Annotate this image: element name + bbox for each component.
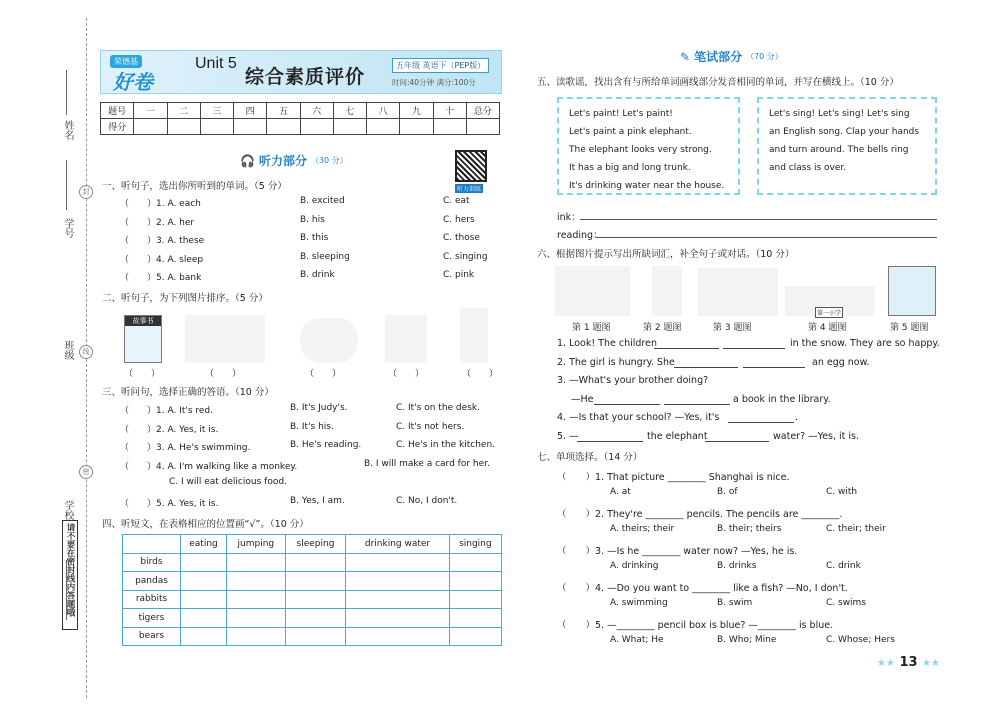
answer-cell[interactable]: [227, 609, 286, 628]
score-table: [100, 102, 500, 135]
poem-line: and turn around. The bells ring: [769, 145, 909, 155]
school-building-image: [785, 286, 875, 316]
s1-option[interactable]: B. excited: [300, 196, 345, 206]
mc-option[interactable]: C. Whose; Hers: [826, 635, 895, 645]
mc-option[interactable]: A. theirs; their: [610, 524, 675, 534]
s3-option[interactable]: C. It's on the desk.: [396, 403, 480, 413]
poem-line: The elephant looks very strong.: [569, 145, 712, 155]
answer-bracket[interactable]: （ ）: [462, 369, 499, 379]
s1-option[interactable]: C. pink: [443, 270, 475, 280]
time-info: 时间:40分钟 满分:100分: [392, 78, 476, 87]
s1-option[interactable]: B. this: [300, 233, 329, 243]
answer-blank[interactable]: [723, 348, 785, 349]
score-label: 得分: [101, 119, 134, 135]
children-walking-image: [185, 315, 265, 363]
poem-line: Let's paint! Let's paint!: [569, 109, 673, 119]
table-corner: [123, 535, 181, 554]
s1-option[interactable]: C. singing: [443, 251, 488, 262]
monkey-image: [385, 315, 427, 363]
answer-blank[interactable]: [743, 367, 805, 368]
brand-badge: 荣德基: [110, 55, 142, 68]
answer-cell[interactable]: [181, 609, 227, 628]
mc-option[interactable]: B. their; theirs: [717, 524, 782, 534]
s1-option[interactable]: B. drink: [300, 270, 335, 280]
score-head-cell: 四: [234, 103, 267, 119]
mc-question: （ ）5. —________ pencil box is blue? —________ is blue.: [557, 620, 834, 631]
table-col-header: drinking water: [346, 535, 449, 554]
s3-option[interactable]: B. He's reading.: [290, 440, 362, 450]
answer-cell[interactable]: [346, 590, 449, 609]
answer-bracket[interactable]: （ ）: [305, 369, 342, 379]
mc-question: （ ）1. That picture ________ Shanghai is nice.: [557, 472, 790, 483]
written-points: （70 分）: [746, 52, 783, 61]
star-icon: ★★: [876, 658, 895, 669]
mc-option[interactable]: A. swimming: [610, 598, 668, 608]
mc-option[interactable]: B. swim: [717, 598, 753, 608]
answer-cell[interactable]: [449, 627, 501, 646]
page-number: 13: [899, 655, 918, 670]
table-row-header: rabbits: [123, 590, 181, 609]
elephant-image: [888, 266, 936, 316]
school-label: 学校: [62, 500, 73, 520]
storybook-image: [124, 315, 162, 363]
seal-circle: 密: [79, 465, 93, 479]
score-head-cell: 二: [167, 103, 200, 119]
s1-option[interactable]: （ ）4. A. sleep: [120, 254, 204, 265]
seal-warning: 请不要在密封线内答题哦: [62, 520, 78, 630]
s1-option[interactable]: C. hers: [443, 214, 475, 225]
table-row-header: pandas: [123, 572, 181, 591]
table-col-header: eating: [181, 535, 227, 554]
page-title: 综合素质评价: [245, 66, 366, 88]
mc-option[interactable]: C. drink: [826, 561, 861, 571]
answer-cell[interactable]: [227, 572, 286, 591]
answer-cell[interactable]: [449, 590, 501, 609]
s3-option[interactable]: （ ）5. A. Yes, it is.: [120, 498, 219, 509]
s3-option[interactable]: B. It's Judy's.: [290, 403, 348, 413]
s3-option[interactable]: C. It's not hers.: [396, 421, 465, 432]
sentence-text: 3. —What's your brother doing?: [557, 375, 709, 386]
library-image: [698, 268, 778, 316]
s3-option[interactable]: （ ）3. A. He's swimming.: [120, 443, 251, 453]
answer-cell[interactable]: [181, 627, 227, 646]
answer-bracket[interactable]: （ ）: [205, 369, 242, 379]
answer-cell[interactable]: [227, 627, 286, 646]
sentence-text: water? —Yes, it is.: [773, 431, 859, 442]
answer-blank[interactable]: [654, 348, 719, 349]
answer-cell[interactable]: [227, 590, 286, 609]
listening-points: （30 分）: [310, 156, 348, 165]
school-sign: 第一小学: [815, 307, 843, 318]
answer-blank[interactable]: [728, 422, 794, 423]
sentence-text: the elephant: [647, 431, 708, 442]
mc-option[interactable]: C. with: [826, 487, 858, 497]
answer-cell[interactable]: [449, 572, 501, 591]
score-head-cell: 一: [134, 103, 167, 119]
s3-option[interactable]: （ ）2. A. Yes, it is.: [120, 424, 219, 435]
poem-line: Let's sing! Let's sing! Let's sing: [769, 109, 910, 119]
s3-option[interactable]: B. I will make a card for her.: [364, 458, 490, 469]
listening-table: [122, 534, 502, 646]
qr-code-icon[interactable]: [455, 150, 487, 182]
listening-title: 听力部分: [258, 154, 307, 168]
baby-sleeping-image: [300, 318, 358, 363]
s3-option[interactable]: C. I will eat delicious food.: [169, 477, 287, 487]
mc-option[interactable]: B. of: [717, 487, 738, 497]
snow-play-image: [555, 266, 630, 316]
s3-option[interactable]: C. No, I don't.: [396, 495, 458, 506]
pic-label: 第 5 题图: [890, 323, 929, 333]
answer-cell[interactable]: [449, 609, 501, 628]
answer-cell[interactable]: [346, 609, 449, 628]
name-line: [66, 70, 67, 115]
reading-label: reading：: [557, 230, 603, 241]
mc-question: （ ）3. —Is he ________ water now? —Yes, he is.: [557, 546, 798, 557]
sentence-text: a book in the library.: [733, 394, 831, 405]
score-head-cell: 总分: [466, 103, 499, 119]
listening-header: [240, 152, 348, 169]
answer-blank[interactable]: [705, 441, 769, 442]
answer-cell[interactable]: [449, 553, 501, 572]
answer-blank[interactable]: [577, 441, 643, 442]
pic-label: 第 4 题图: [808, 323, 847, 333]
table-col-header: sleeping: [285, 535, 346, 554]
sentence-text: 2. The girl is hungry. She: [557, 357, 675, 368]
answer-cell[interactable]: [285, 627, 346, 646]
mc-option[interactable]: A. What; He: [610, 635, 664, 645]
mc-option[interactable]: B. Who; Mine: [717, 635, 777, 645]
answer-bracket[interactable]: （ ）: [124, 369, 161, 379]
answer-blank[interactable]: [674, 367, 738, 368]
table-row-header: tigers: [123, 609, 181, 628]
score-head-cell: 八: [367, 103, 400, 119]
s3-title: 三、听问句，选择正确的答语。（10 分）: [102, 387, 274, 398]
s1-option[interactable]: （ ）2. A. her: [120, 217, 195, 228]
s5-title: 五、读歌谣，找出含有与所给单词画线部分发音相同的单词，并写在横线上。（10 分）: [537, 77, 899, 88]
answer-cell[interactable]: [285, 553, 346, 572]
storybook-label: 故事书: [125, 316, 161, 326]
s1-option[interactable]: （ ）1. A. each: [120, 199, 201, 209]
answer-cell[interactable]: [227, 553, 286, 572]
sentence-text: 4. —Is that your school? —Yes, it's: [557, 412, 720, 423]
s6-title: 六、根据图片提示写出所缺词汇，补全句子或对话。（10 分）: [537, 249, 795, 260]
star-icon: ★★: [922, 658, 940, 669]
pic-label: 第 1 题图: [572, 323, 611, 333]
pic-label: 第 3 题图: [713, 323, 752, 333]
sentence-text: —He: [571, 394, 594, 405]
sentence-text: in the snow. They are so happy.: [790, 338, 940, 349]
grade-label: 班级: [62, 340, 73, 360]
girl-image: [460, 308, 488, 363]
mc-question: （ ）4. —Do you want to ________ like a fish? —No, I don't.: [557, 583, 848, 594]
sentence-text: .: [795, 412, 799, 423]
page-number-area: [877, 655, 940, 670]
class-line: [66, 160, 67, 210]
sentence-text: 1. Look! The children: [557, 338, 657, 349]
grade-badge: 五年级 英语下（PEP版）: [392, 58, 489, 73]
table-row-header: birds: [123, 553, 181, 572]
score-head-cell: 七: [333, 103, 366, 119]
poem-box-1: [557, 97, 740, 195]
s3-option[interactable]: C. He's in the kitchen.: [396, 440, 496, 450]
answer-blank[interactable]: [594, 404, 660, 405]
mc-option[interactable]: C. swims: [826, 598, 867, 608]
s2-title: 二、听句子，为下列图片排序。（5 分）: [102, 293, 268, 304]
mc-question: （ ）2. They're ________ pencils. The pencils are ________.: [557, 509, 843, 520]
mc-option[interactable]: C. their; their: [826, 524, 886, 534]
s3-option[interactable]: B. Yes, I am.: [290, 495, 345, 506]
s1-option[interactable]: （ ）5. A. bank: [120, 273, 202, 283]
mc-option[interactable]: A. drinking: [610, 561, 659, 571]
ink-answer-line[interactable]: [580, 219, 937, 220]
answer-cell[interactable]: [181, 572, 227, 591]
answer-blank[interactable]: [664, 404, 730, 405]
s1-option[interactable]: B. sleeping: [300, 251, 350, 262]
poem-line: and class is over.: [769, 163, 847, 173]
poem-line: It's drinking water near the house.: [569, 181, 725, 191]
name-label: 姓名: [62, 120, 73, 140]
sentence-text: 5. —: [557, 431, 579, 442]
unit-label: Unit 5: [195, 55, 237, 72]
answer-cell[interactable]: [181, 590, 227, 609]
s1-option[interactable]: C. eat: [443, 196, 470, 206]
answer-cell[interactable]: [346, 553, 449, 572]
table-row-header: bears: [123, 627, 181, 646]
answer-cell[interactable]: [285, 572, 346, 591]
s3-option[interactable]: B. It's his.: [290, 421, 334, 432]
ink-label: ink：: [557, 212, 581, 223]
answer-bracket[interactable]: （ ）: [388, 369, 425, 379]
reading-answer-line[interactable]: [596, 237, 937, 238]
answer-cell[interactable]: [181, 553, 227, 572]
mc-option[interactable]: A. at: [610, 487, 631, 497]
answer-cell[interactable]: [285, 609, 346, 628]
s4-title: 四、听短文，在表格相应的位置画“√”。（10 分）: [102, 519, 309, 530]
answer-cell[interactable]: [346, 627, 449, 646]
score-head-cell: 六: [300, 103, 333, 119]
s1-option[interactable]: C. those: [443, 233, 480, 243]
score-head-cell: 题号: [101, 103, 134, 119]
headphone-icon: 🎧: [240, 153, 255, 168]
s7-title: 七、单项选择。（14 分）: [537, 452, 643, 463]
qr-label: 听力训练: [457, 186, 482, 193]
s1-option[interactable]: （ ）3. A. these: [120, 236, 205, 246]
brand-logo: 好卷: [113, 70, 153, 94]
s1-option[interactable]: B. his: [300, 214, 325, 225]
score-head-cell: 三: [200, 103, 233, 119]
poem-line: an English song. Clap your hands: [769, 127, 920, 137]
answer-cell[interactable]: [346, 572, 449, 591]
s3-option[interactable]: （ ）1. A. It's red.: [120, 406, 213, 416]
poem-box-2: [757, 97, 937, 195]
sentence-text: an egg now.: [812, 357, 870, 368]
poem-line: It has a big and long trunk.: [569, 163, 691, 173]
table-col-header: jumping: [227, 535, 286, 554]
mc-option[interactable]: B. drinks: [717, 561, 757, 571]
table-col-header: singing: [449, 535, 501, 554]
answer-cell[interactable]: [285, 590, 346, 609]
score-head-cell: 五: [267, 103, 300, 119]
written-title: 笔试部分: [694, 50, 743, 64]
written-header: [680, 48, 783, 65]
pic-label: 第 2 题图: [643, 323, 682, 333]
poem-line: Let's paint a pink elephant.: [569, 127, 692, 137]
s1-title: 一、听句子，选出你所听到的单词。（5 分）: [102, 181, 287, 192]
pencil-icon: ✎: [680, 49, 691, 64]
score-head-cell: 十: [433, 103, 466, 119]
seal-circle: 封: [79, 185, 93, 199]
hungry-girl-image: [652, 266, 682, 316]
class-label: 学号: [62, 218, 73, 238]
s3-option[interactable]: （ ）4. A. I'm walking like a monkey.: [120, 461, 298, 472]
score-head-cell: 九: [400, 103, 433, 119]
seal-circle: 线: [79, 345, 93, 359]
